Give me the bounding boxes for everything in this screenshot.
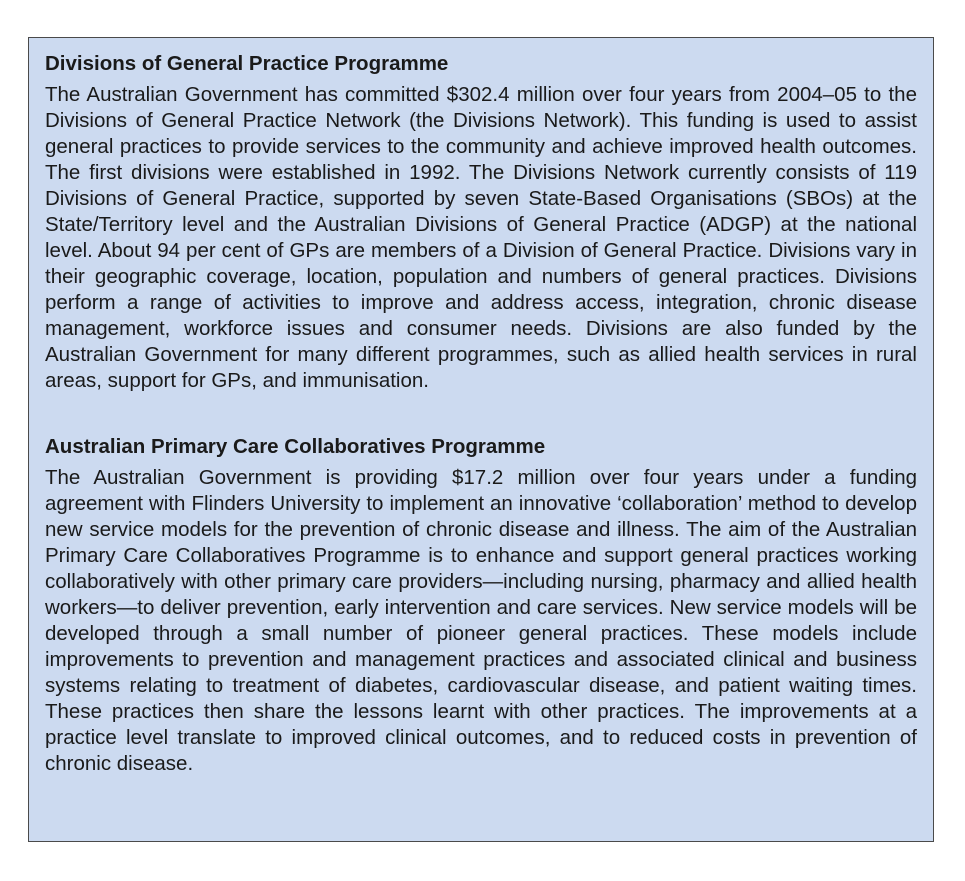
section-heading: Divisions of General Practice Programme (45, 52, 449, 75)
info-box (28, 37, 934, 842)
section-collaboratives (45, 434, 917, 777)
section-body: The Australian Government has committed $302.4 million over four years from 2004–05 to the Divisions of General Practice Network (the Divisions Network). This funding is used to assist general practices to provide services to the community and achieve improved health outcomes. The first divisions were established in 1992. The Divisions Network currently consists of 119 Divisions of General Practice, supported by seven State-Based Organisations (SBOs) at the State/Territory level and the Australian Divisions of General Practice (ADGP) at the national level. About 94 per cent of GPs are members of a Division of General Practice. Divisions vary in their geographic coverage, location, population and numbers of general practices. Divisions perform a range of activities to improve and address access, integration, chronic disease management, workforce issues and consumer needs. Divisions are also funded by the Australian Government for many different programmes, such as allied health services in rural areas, support for GPs, and immunisation. (45, 83, 917, 392)
section-divisions (45, 51, 917, 394)
section-heading: Australian Primary Care Collaboratives Programme (45, 435, 546, 458)
section-body: The Australian Government is providing $17.2 million over four years under a funding agreement with Flinders University to implement an innovative ‘collaboration’ method to develop new service models for the prevention of chronic disease and illness. The aim of the Australian Primary Care Collaboratives Programme is to enhance and support general practices working collaboratively with other primary care providers—including nursing, pharmacy and allied health workers—to deliver prevention, early intervention and care services. New service models will be developed through a small number of pioneer general practices. These models include improvements to prevention and management practices and associated clinical and business systems relating to treatment of diabetes, cardiovascular disease, and patient waiting times. These practices then share the lessons learnt with other practices. The improvements at a practice level translate to improved clinical outcomes, and to reduced costs in prevention of chronic disease. (45, 466, 917, 775)
